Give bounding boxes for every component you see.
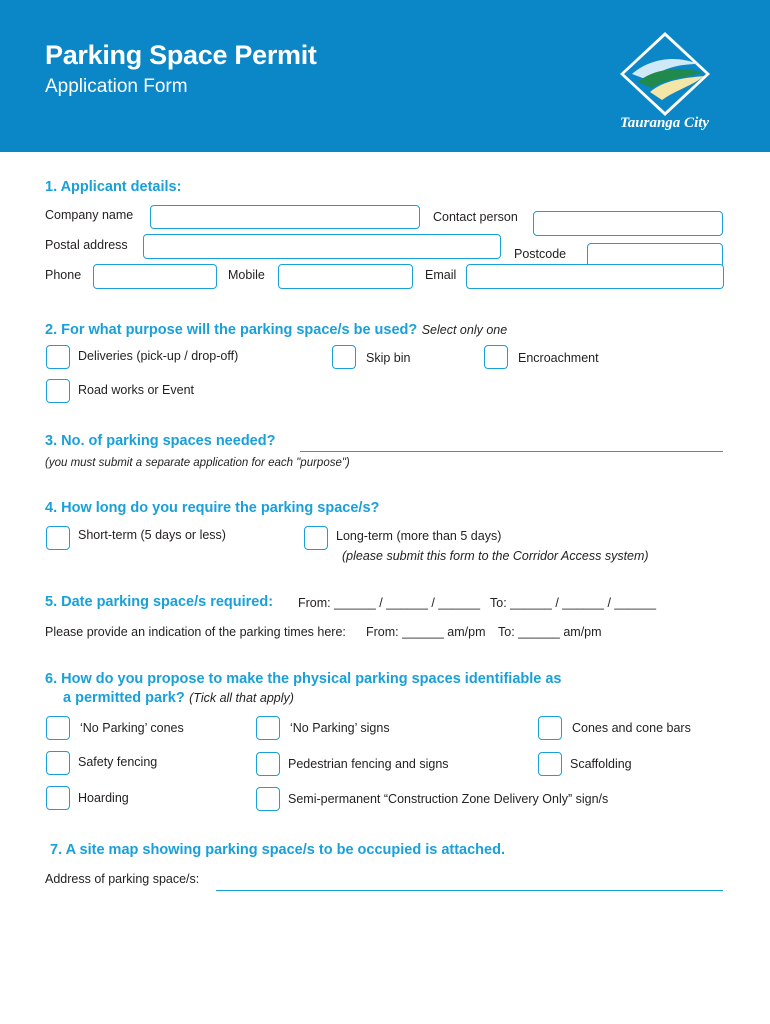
address-of-parking-label: Address of parking space/s: (45, 872, 200, 886)
road-works-checkbox[interactable] (46, 379, 70, 403)
long-term-note: (please submit this form to the Corridor Access system) (342, 549, 649, 563)
postal-address-label: Postal address (45, 238, 128, 252)
header-banner (0, 0, 770, 152)
postcode-label: Postcode (514, 247, 567, 261)
no-parking-signs-label: ‘No Parking’ signs (290, 721, 390, 735)
cones-and-cone-bars-checkbox[interactable] (538, 716, 562, 740)
pedestrian-fencing-label: Pedestrian fencing and signs (288, 757, 449, 771)
page-subtitle: Application Form (45, 76, 188, 97)
address-of-parking-line[interactable] (216, 890, 723, 891)
long-term-checkbox[interactable] (304, 526, 328, 550)
skip-bin-label: Skip bin (366, 351, 411, 365)
section-4-title: 4. How long do you require the parking space/s? (45, 500, 380, 516)
section-2-heading (45, 321, 507, 339)
section-6-note: (Tick all that apply) (189, 691, 294, 705)
section-3-note: (you must submit a separate application for each "purpose") (45, 457, 350, 469)
contact-person-label: Contact person (433, 210, 518, 224)
section-2-title: 2. For what purpose will the parking space/s be used? (45, 322, 418, 338)
deliveries-label: Deliveries (pick-up / drop-off) (78, 349, 239, 363)
section-1-title: 1. Applicant details: (45, 179, 182, 195)
company-name-field[interactable] (150, 205, 420, 229)
safety-fencing-checkbox[interactable] (46, 751, 70, 775)
semi-permanent-sign-checkbox[interactable] (256, 787, 280, 811)
section-5-title: 5. Date parking space/s required: (45, 594, 274, 610)
deliveries-checkbox[interactable] (46, 345, 70, 369)
section-3-title: 3. No. of parking spaces needed? (45, 433, 276, 449)
tauranga-city-logo (618, 30, 728, 130)
long-term-label: Long-term (more than 5 days) (336, 529, 502, 543)
time-from-text: From: ______ am/pm (366, 625, 486, 639)
parking-spaces-count-line[interactable] (300, 451, 723, 452)
company-name-label: Company name (45, 208, 134, 222)
times-prompt: Please provide an indication of the parking times here: (45, 625, 346, 639)
encroachment-checkbox[interactable] (484, 345, 508, 369)
phone-label: Phone (45, 268, 82, 282)
time-to-text: To: ______ am/pm (498, 625, 602, 639)
page-title: Parking Space Permit (45, 40, 317, 70)
email-label: Email (425, 268, 457, 282)
email-field[interactable] (466, 264, 724, 289)
section-7-title: 7. A site map showing parking space/s to be occupied is attached. (50, 842, 505, 858)
hoarding-label: Hoarding (78, 791, 129, 805)
mobile-label: Mobile (228, 268, 265, 282)
no-parking-cones-label: ‘No Parking’ cones (80, 721, 184, 735)
date-from-text: From: ______ / ______ / ______ (298, 596, 481, 610)
skip-bin-checkbox[interactable] (332, 345, 356, 369)
mobile-field[interactable] (278, 264, 413, 289)
road-works-label: Road works or Event (78, 383, 195, 397)
section-2-note: Select only one (421, 323, 508, 337)
short-term-checkbox[interactable] (46, 526, 70, 550)
no-parking-cones-checkbox[interactable] (46, 716, 70, 740)
encroachment-label: Encroachment (518, 351, 599, 365)
short-term-label: Short-term (5 days or less) (78, 528, 226, 542)
section-6-title-line2: a permitted park? (63, 690, 185, 706)
date-to-text: To: ______ / ______ / ______ (490, 596, 657, 610)
no-parking-signs-checkbox[interactable] (256, 716, 280, 740)
section-6-title-line1: 6. How do you propose to make the physical parking spaces identifiable as (45, 671, 562, 687)
contact-person-field[interactable] (533, 211, 723, 236)
section-6-heading-line2 (63, 689, 294, 707)
semi-permanent-sign-label: Semi-permanent “Construction Zone Delivery Only” sign/s (288, 792, 609, 806)
pedestrian-fencing-checkbox[interactable] (256, 752, 280, 776)
cones-and-cone-bars-label: Cones and cone bars (572, 721, 691, 735)
scaffolding-label: Scaffolding (570, 757, 632, 771)
postal-address-field[interactable] (143, 234, 501, 259)
scaffolding-checkbox[interactable] (538, 752, 562, 776)
safety-fencing-label: Safety fencing (78, 755, 158, 769)
logo-wordmark: Tauranga City (620, 115, 710, 130)
hoarding-checkbox[interactable] (46, 786, 70, 810)
phone-field[interactable] (93, 264, 217, 289)
